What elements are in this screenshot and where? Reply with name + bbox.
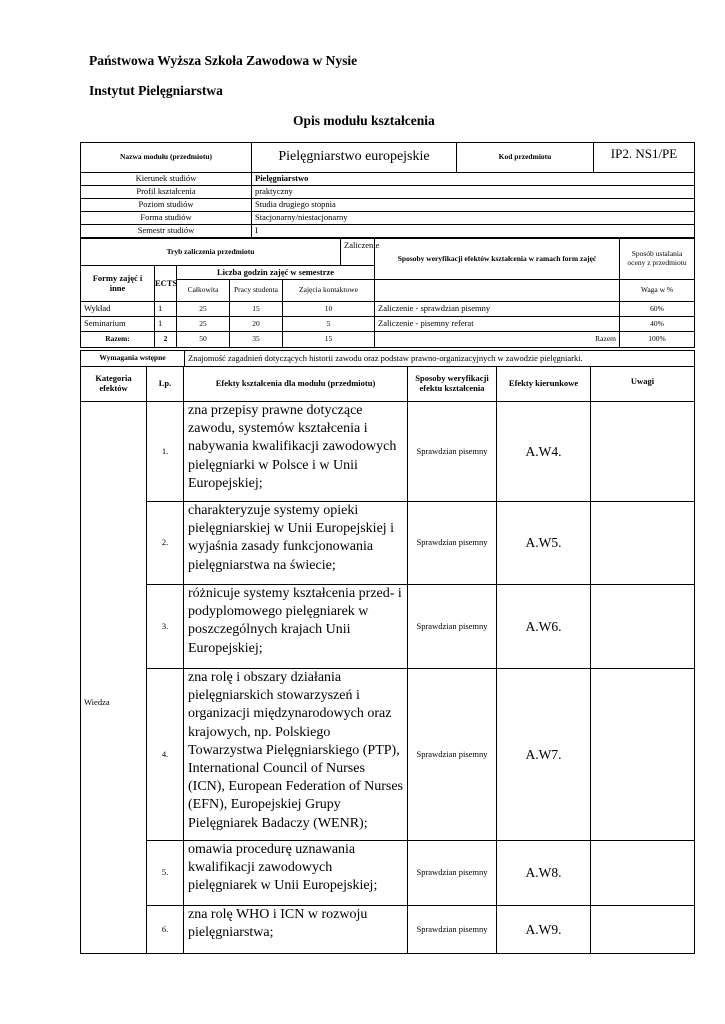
effect-notes <box>591 669 695 841</box>
info-label: Semestr studiów <box>81 225 252 238</box>
sum-weight: 100% <box>620 332 695 348</box>
info-label: Profil kształcenia <box>81 186 252 199</box>
form-weight: 60% <box>620 302 695 317</box>
info-value: Stacjonarny/niestacjonarny <box>252 212 695 225</box>
prereq-value: Znajomość zagadnień dotyczących historii zawodu oraz podstaw prawno-organizacyjnych w zawodzie pielęgniarki. <box>185 351 695 367</box>
col-notes: Uwagi <box>591 367 695 402</box>
module-code-label: Kod przedmiotu <box>457 143 594 173</box>
effect-notes <box>591 502 695 585</box>
effect-lp: 5. <box>147 841 184 906</box>
effect-code: A.W8. <box>497 841 591 906</box>
form-contact: 10 <box>283 302 375 317</box>
effect-method: Sprawdzian pisemny <box>408 402 497 502</box>
info-value: Studia drugiego stopnia <box>252 199 695 212</box>
category-cell: Wiedza <box>81 402 147 954</box>
tryb-label: Tryb zaliczenia przedmiotu <box>81 239 341 266</box>
form-total: 25 <box>177 302 230 317</box>
module-name-value: Pielęgniarstwo europejskie <box>252 143 457 173</box>
info-label: Forma studiów <box>81 212 252 225</box>
effect-method: Sprawdzian pisemny <box>408 585 497 669</box>
grading-label: Sposób ustalania oceny z przedmiotu <box>620 239 695 280</box>
effect-text: omawia procedurę uznawania kwalifikacji zawodowych pielęgniarek w Unii Europejskiej; <box>184 841 408 906</box>
effect-lp: 4. <box>147 669 184 841</box>
col-effect: Efekty kształcenia dla modułu (przedmiotu) <box>184 367 408 402</box>
prereq-label: Wymagania wstępne <box>81 351 185 367</box>
info-value: I <box>252 225 695 238</box>
forms-label: Formy zajęć i inne <box>81 266 155 302</box>
effect-notes <box>591 841 695 906</box>
total-label: Całkowita <box>177 280 230 302</box>
effects-table <box>80 366 695 954</box>
effect-text: zna rolę WHO i ICN w rozwoju pielęgniarstwa; <box>184 906 408 954</box>
col-category: Kategoria efektów <box>81 367 147 402</box>
col-dir: Efekty kierunkowe <box>497 367 591 402</box>
student-label: Pracy studenta <box>230 280 283 302</box>
page-title: Opis modułu kształcenia <box>293 113 435 128</box>
contact-label: Zajęcia kontaktowe <box>283 280 375 302</box>
info-value: praktyczny <box>252 186 695 199</box>
effect-lp: 1. <box>147 402 184 502</box>
ects-label: ECTS <box>155 266 177 302</box>
form-method: Zaliczenie - sprawdzian pisemny <box>375 302 620 317</box>
effect-text: zna rolę i obszary działania pielęgniarskich stowarzyszeń i organizacji międzynarodowych oraz krajowych, np. Polskiego Towarzystwa Pielęgniarskiego (PTP), International Council of Nurses (ICN), European Federation of Nurses (EFN), Europejskiej Grupy Pielęgniarek Badaczy (WENR); <box>184 669 408 841</box>
school-name: Państwowa Wyższa Szkoła Zawodowa w Nysie <box>89 53 358 68</box>
effect-method: Sprawdzian pisemny <box>408 906 497 954</box>
form-name: Seminarium <box>81 317 155 332</box>
effect-text: różnicuje systemy kształcenia przed- i podyplomowego pielęgniarek w poszczególnych krajach Unii Europejskiej; <box>184 585 408 669</box>
sum-student: 35 <box>230 332 283 348</box>
effect-code: A.W6. <box>497 585 591 669</box>
tryb-value: Zaliczenie <box>341 239 375 266</box>
prereq-table <box>80 350 695 367</box>
info-value: Pielęgniarstwo <box>252 173 695 186</box>
effect-method: Sprawdzian pisemny <box>408 502 497 585</box>
form-weight: 40% <box>620 317 695 332</box>
effect-lp: 2. <box>147 502 184 585</box>
blank-cell <box>375 280 620 302</box>
info-label: Poziom studiów <box>81 199 252 212</box>
effect-method: Sprawdzian pisemny <box>408 669 497 841</box>
effect-code: A.W9. <box>497 906 591 954</box>
form-method: Zaliczenie - pisemny referat <box>375 317 620 332</box>
info-label: Kierunek studiów <box>81 173 252 186</box>
effect-text: zna przepisy prawne dotyczące zawodu, systemów kształcenia i nabywania kwalifikacji zawodowych pielęgniarki w Polsce i w Unii Europejskiej; <box>184 402 408 502</box>
form-student: 20 <box>230 317 283 332</box>
sum-total: 50 <box>177 332 230 348</box>
effect-notes <box>591 402 695 502</box>
hours-table <box>80 238 695 348</box>
effect-lp: 3. <box>147 585 184 669</box>
effect-code: A.W4. <box>497 402 591 502</box>
sum-contact: 15 <box>283 332 375 348</box>
effect-notes <box>591 906 695 954</box>
form-contact: 5 <box>283 317 375 332</box>
form-student: 15 <box>230 302 283 317</box>
module-info-table <box>80 142 695 238</box>
col-method: Sposoby weryfikacji efektu kształcenia <box>408 367 497 402</box>
effect-code: A.W5. <box>497 502 591 585</box>
sum-label: Razem: <box>81 332 155 348</box>
form-name: Wykład <box>81 302 155 317</box>
verification-label: Sposoby weryfikacji efektów kształcenia w ramach form zajęć <box>375 239 620 280</box>
module-name-label: Nazwa modułu (przedmiotu) <box>81 143 252 173</box>
col-lp: Lp. <box>147 367 184 402</box>
hours-label: Liczba godzin zajęć w semestrze <box>177 266 375 280</box>
module-code-value: IP2. NS1/PE <box>594 143 695 173</box>
institute-name: Instytut Pielęgniarstwa <box>89 83 223 98</box>
form-ects: 1 <box>155 317 177 332</box>
effect-text: charakteryzuje systemy opieki pielęgniarskiej w Unii Europejskiej i wyjaśnia zasady funkcjonowania pielęgniarstwa na świecie; <box>184 502 408 585</box>
form-total: 25 <box>177 317 230 332</box>
sum-razem-label: Razem <box>375 332 620 348</box>
effect-method: Sprawdzian pisemny <box>408 841 497 906</box>
sum-ects: 2 <box>155 332 177 348</box>
form-ects: 1 <box>155 302 177 317</box>
effect-notes <box>591 585 695 669</box>
effect-lp: 6. <box>147 906 184 954</box>
weight-label: Waga w % <box>620 280 695 302</box>
effect-code: A.W7. <box>497 669 591 841</box>
